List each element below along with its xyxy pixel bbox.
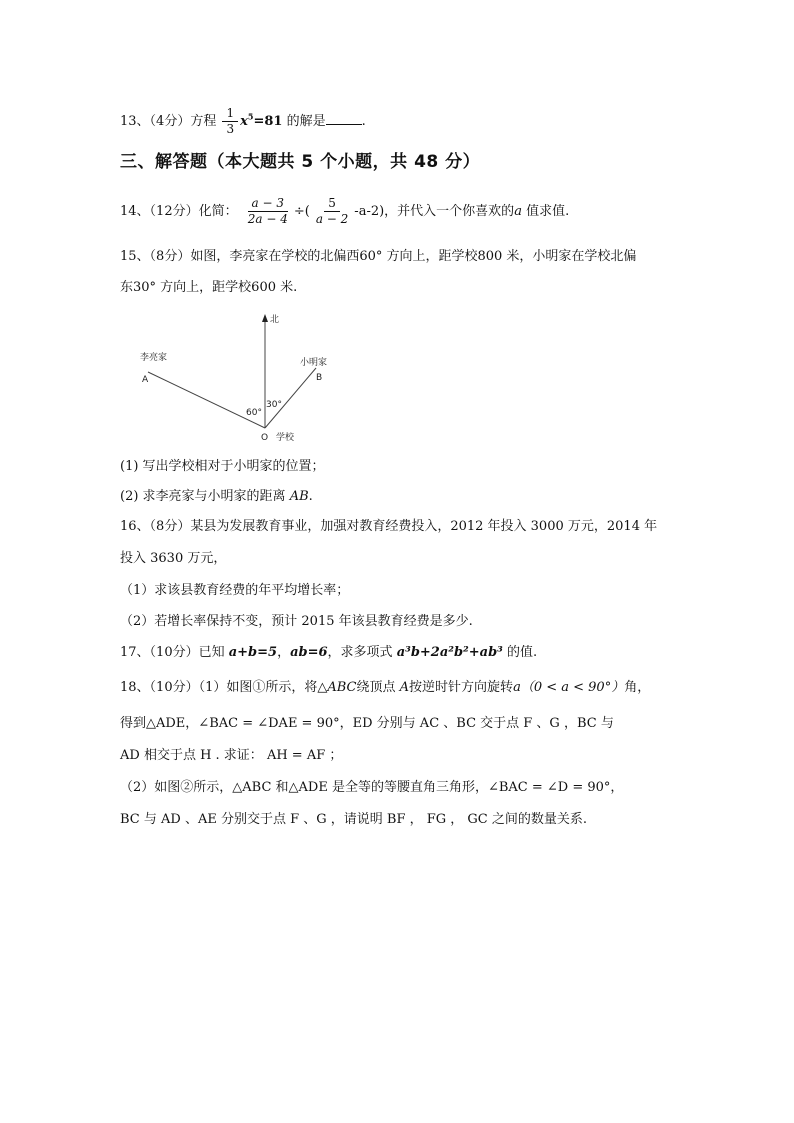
q15-sub1: (1) 写出学校相对于小明家的位置； [120,459,325,474]
q13-exp: 5 [247,111,254,122]
q17-poly: a³b+2a²b²+ab³ [396,645,503,660]
q16-line1: 16、（8分）某县为发展教育事业，加强对教育经费投入，2012 年投入 3000 万元，2014 年 [120,519,658,534]
q17-mid: ，求多项式 [327,645,393,660]
q15-sub2 [120,487,313,507]
q14-fraction-1 [244,196,292,227]
q14-f2-num: 5 [324,196,340,212]
segment-OA [148,372,265,428]
q14-fraction-2 [312,196,352,227]
point-A-label: A [142,375,149,385]
q18-line4: （2）如图②所示，△ABC 和△ADE 是全等的等腰直角三角形，∠BAC = ∠D = 90°， [120,780,624,795]
q14-f2-den: a − 2 [315,212,349,226]
q18-line1b: 绕顶点 [356,680,396,695]
q15-line2: 东30° 方向上，距学校600 米. [120,280,298,295]
q14-f1-num: a − 3 [248,196,288,212]
liliang-label: 李亮家 [140,353,168,363]
q16-sub2: （2）若增长率保持不变，预计 2015 年该县教育经费是多少. [120,614,473,629]
question-17 [120,643,537,663]
q17-sep: ， [277,645,291,660]
q18-line2: 得到△ADE，∠BAC = ∠DAE = 90°，ED 分别与 AC 、BC 交于点 F 、G ，BC 与 [120,716,614,731]
answer-blank [326,110,362,125]
q13-rest: =81 [253,114,283,129]
q13-fraction [222,106,238,137]
q17-cond2: ab=6 [290,645,328,660]
xiaoming-label: 小明家 [300,358,328,368]
q13-suffix: 的解是 [286,114,326,129]
q13-frac-den: 3 [226,122,235,136]
q14-prefix: 14、（12分）化简： [120,204,238,219]
q14-tail: -a-2)，并代入一个你喜欢的 [354,204,515,219]
question-13 [120,106,366,137]
q13-prefix: 13、（4分）方程 [120,114,217,129]
q14-var: a [514,204,522,219]
q18-line3: AD 相交于点 H . 求证： AH = AF ； [120,748,343,763]
direction-diagram [130,310,360,450]
north-label: 北 [270,315,280,325]
q16-sub1: （1）求该县教育经费的年平均增长率； [120,583,350,598]
q18-line1a: 18、（10分）（1）如图①所示，将 [120,680,318,695]
q16-line2: 投入 3630 万元， [120,551,227,566]
q14-op: ÷( [293,204,310,219]
q18-ptA: A [399,680,410,695]
point-O-label: O [261,433,269,443]
angle-30-label: 30° [266,400,282,410]
q15-sub2-text: (2) 求李亮家与小明家的距离 [120,489,286,504]
q18-line1c: 按逆时针方向旋转 [409,680,514,695]
q13-expr: x [240,114,248,129]
q18-tri1: △ABC [317,680,357,695]
segment-OB [265,368,316,428]
q14-end: 值求值. [526,204,570,219]
point-B-label: B [316,373,323,383]
q15-sub2-var: AB [289,489,309,504]
q18-line1 [120,678,650,698]
q13-end: . [361,114,366,129]
school-label: 学校 [276,433,295,443]
q18-line5: BC 与 AD 、AE 分别交于点 F 、G ，请说明 BF ， FG ， GC 之间的数量关系. [120,812,587,827]
q17-prefix: 17、（10分）已知 [120,645,225,660]
direction-figure [130,310,360,454]
q15-line1: 15、（8分）如图，李亮家在学校的北偏西60° 方向上，距学校800 米，小明家在学校北偏 [120,249,637,264]
q18-angle: a（0 < a < 90°） [513,680,625,695]
question-14 [120,196,569,227]
section-title: 三、解答题（本大题共 5 个小题，共 48 分） [120,152,481,172]
north-arrow-icon [262,314,268,322]
q17-end: 的值. [507,645,538,660]
q18-line1d: 角， [624,680,651,695]
q14-f1-den: 2a − 4 [247,212,288,226]
angle-60-label: 60° [246,408,262,418]
q15-sub2-end: . [308,489,313,504]
q13-frac-num: 1 [222,106,238,122]
q17-cond1: a+b=5 [228,645,278,660]
